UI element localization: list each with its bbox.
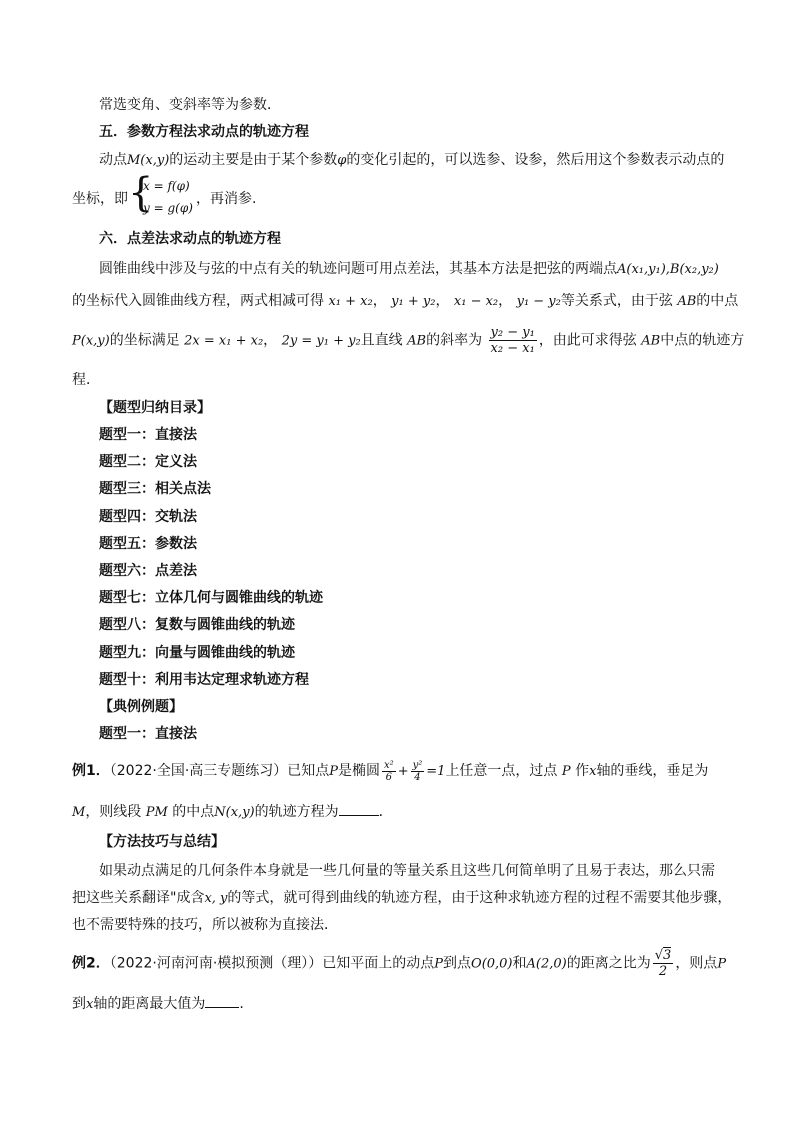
math-expr: 2y = y₁ + y₂ (281, 333, 361, 349)
text: . (239, 996, 244, 1012)
catalog-item: 题型六：点差法 (99, 563, 197, 579)
fraction-numerator: x² (384, 759, 394, 771)
text: ，则点 (675, 955, 718, 972)
section5-heading: 五．参数方程法求动点的轨迹方程 (99, 124, 309, 140)
math-x: x (86, 997, 94, 1012)
text: 和 (512, 955, 527, 972)
text: 圆锥曲线中涉及与弦的中点有关的轨迹问题可用点差法，其基本方法是把弦的两端点 (99, 261, 617, 277)
text: ，则线段 (85, 804, 142, 820)
math-param-phi: φ (337, 153, 347, 168)
text: 的轨迹方程为 (254, 804, 339, 820)
slope-fraction (489, 325, 537, 356)
math-expr: y₁ − y₂ (516, 294, 561, 309)
text: 的坐标满足 (109, 332, 180, 349)
math-point-p: P(x,y) (72, 333, 110, 349)
method-heading: 【方法技巧与总结】 (99, 834, 225, 850)
text: （2022·全国·高三专题练习）已知点 (109, 763, 330, 779)
math-expr: x₁ − x₂ (453, 294, 499, 309)
examples-heading: 【典例例题】 (99, 699, 183, 715)
math-p: P (329, 764, 339, 779)
section6-line3: P(x,y)的坐标满足 2x = x₁ + x₂， 2y = y₁ + y₂且直线 AB的斜率为 $\frac{\text{y₂ − y₁}}{\text{x₂ − x₁}}$ ，由此可求得弦 AB中点的轨迹方 (72, 325, 745, 356)
math-plus: + (397, 764, 409, 779)
math-p: P (717, 956, 727, 972)
fraction-numerator: y² (412, 759, 423, 771)
fraction-denominator: 4 (414, 771, 421, 783)
catalog-item: 题型五：参数法 (99, 536, 197, 552)
text: ，由此可求得弦 (538, 332, 637, 349)
text: 轴的垂线，垂足为 (596, 763, 709, 779)
math-x: x (589, 764, 597, 779)
text: 的坐标代入圆锥曲线方程，两式相减可得 (72, 293, 324, 309)
catalog-item: 题型七：立体几何与圆锥曲线的轨迹 (99, 590, 323, 606)
section5-line2-label: 坐标，即 (72, 191, 128, 207)
catalog-item: 题型九：向量与圆锥曲线的轨迹 (99, 645, 295, 661)
math-point-o: O(0,0) (471, 956, 513, 972)
math-pm: PM (145, 805, 168, 820)
math-ab: AB (407, 333, 427, 349)
text: 的距离之比为 (566, 955, 651, 972)
fraction-y (411, 760, 425, 783)
fraction-denominator: 6 (385, 771, 393, 783)
param-eq-bottom: y = g(φ) (143, 201, 193, 215)
fraction-denominator: 2 (658, 964, 668, 979)
text: 到 (72, 996, 86, 1012)
text: 到点 (443, 955, 472, 972)
text: 动点 (99, 152, 127, 168)
param-eq-top: x = f(φ) (143, 179, 190, 193)
catalog-item: 题型一：直接法 (99, 427, 197, 443)
math-point-n: N(x,y) (214, 805, 255, 820)
catalog-item: 题型八：复数与圆锥曲线的轨迹 (99, 617, 295, 633)
method-line3: 也不需要特殊的技巧，所以被称为直接法． (72, 917, 338, 933)
section6-heading: 六．点差法求动点的轨迹方程 (99, 231, 281, 247)
catalog-item: 题型四：交轨法 (99, 509, 197, 525)
math-point-a: A(2,0) (526, 956, 567, 972)
math-eq: =1 (426, 764, 446, 779)
text: 是椭圆 (338, 763, 381, 779)
section5-line2-tail: ，再消参. (196, 191, 257, 207)
answer-blank (339, 801, 379, 816)
type1-heading: 题型一：直接法 (99, 726, 197, 742)
catalog-heading: 【题型归纳目录】 (99, 400, 211, 416)
method-line1: 如果动点满足的几何条件本身就是一些几何量的等量关系且这些几何简单明了且易于表达，那么只需 (99, 863, 715, 879)
text: 且直线 (360, 332, 403, 349)
example2-line1 (72, 948, 726, 980)
math-m: M (72, 805, 86, 820)
fraction-denominator: x₂ − x₁ (490, 341, 535, 356)
math-expr: x₁ + x₂ (328, 294, 373, 309)
math-expr: y₁ + y₂ (391, 294, 436, 309)
fraction-x (382, 760, 396, 783)
example-label: 例2． (72, 955, 110, 972)
brace-symbol: { (128, 170, 154, 216)
section6-line4: 程． (72, 372, 100, 388)
text: 中点的轨迹方 (660, 332, 745, 349)
section6-line2: 的坐标代入圆锥曲线方程，两式相减可得 x₁ + x₂， y₁ + y₂， x₁ − x₂， y₁ − y₂等关系式，由于弦 AB的中点 (72, 293, 739, 309)
example1-line1 (72, 756, 708, 787)
example1-line2 (72, 801, 393, 823)
text: 把这些关系翻译"成含 (72, 890, 205, 906)
text: ． (378, 804, 393, 820)
answer-blank (205, 993, 239, 1008)
fraction-numerator: y₂ − y₁ (490, 325, 535, 340)
catalog-item: 题型十：利用韦达定理求轨迹方程 (99, 672, 309, 688)
text: 的斜率为 (426, 332, 483, 349)
text: 的运动主要是由于某个参数 (169, 152, 338, 168)
math-ab: AB (641, 333, 661, 349)
text: （2022·河南河南·模拟预测（理））已知平面上的动点 (109, 955, 435, 972)
section5-line1 (99, 150, 724, 171)
ratio-fraction (653, 948, 674, 979)
method-line2 (72, 888, 731, 909)
text: 的中点 (172, 804, 215, 820)
catalog-item: 题型二：定义法 (99, 454, 197, 470)
math-endpoints: A(x₁,y₁),B(x₂,y₂) (617, 262, 719, 277)
math-ab: AB (677, 294, 697, 309)
text: 等关系式，由于弦 (560, 293, 673, 309)
section6-line1 (99, 259, 719, 280)
catalog-item: 题型三：相关点法 (99, 481, 211, 497)
sqrt-symbol: √ (654, 948, 664, 963)
text: 的变化引起的，可以选参、设参，然后用这个参数表示动点的 (346, 152, 725, 168)
text: 的中点 (696, 293, 739, 309)
example-label: 例1． (72, 763, 110, 779)
text: 上任意一点，过点 (445, 763, 558, 779)
example2-line2 (72, 993, 244, 1015)
intro-tail-text: 常选变角、变斜率等为参数． (99, 97, 281, 113)
math-p: P (561, 764, 571, 779)
text: 轴的距离最大值为 (93, 996, 206, 1012)
sqrt-radicand: 3 (663, 948, 672, 963)
math-expr: 2x = x₁ + x₂ (184, 333, 264, 349)
fraction-numerator (653, 948, 674, 964)
math-xy: x, y (204, 891, 228, 906)
text: 的等式，就可得到曲线的轨迹方程，由于这种求轨迹方程的过程不需要其他步骤， (227, 890, 732, 906)
math-point-m: M(x,y) (127, 153, 170, 168)
math-p: P (434, 956, 444, 972)
text: 作 (575, 763, 590, 779)
